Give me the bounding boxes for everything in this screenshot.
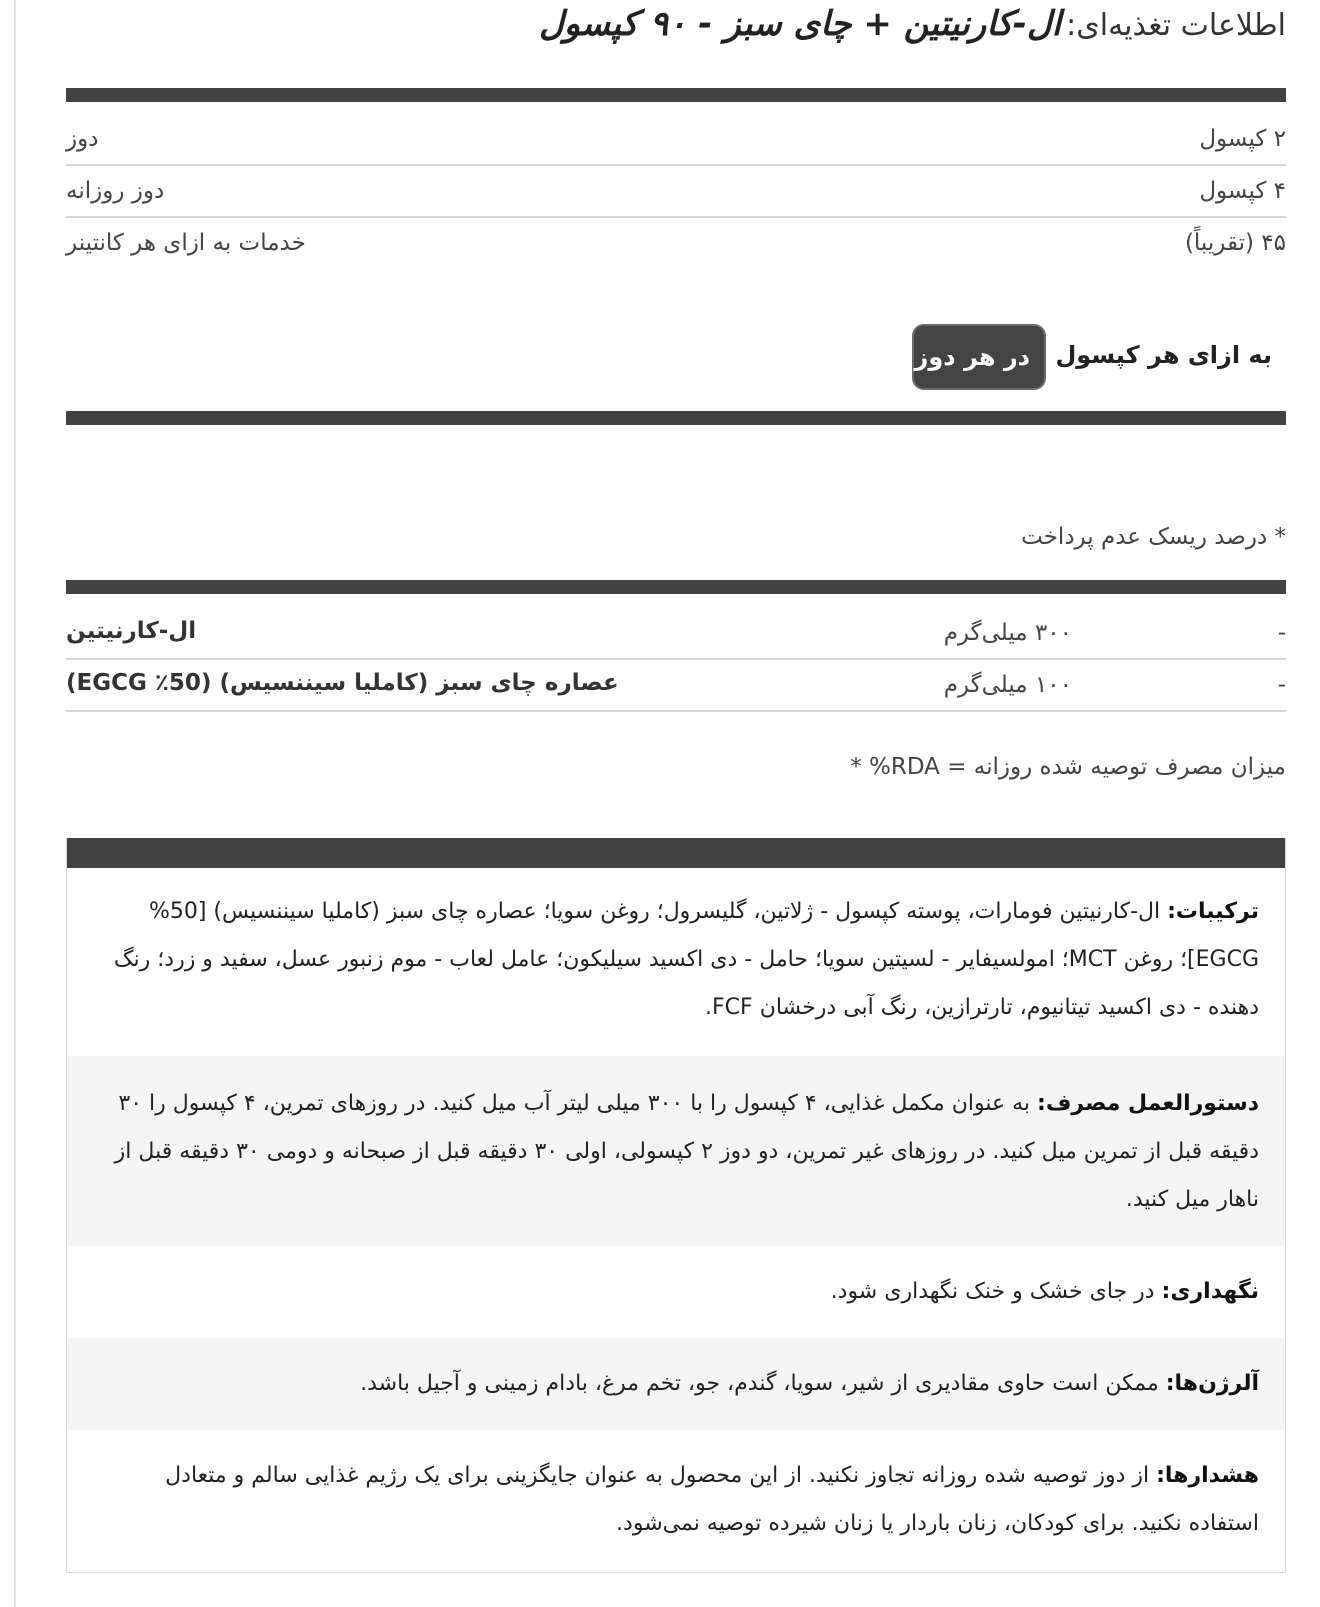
ingredient-amount: ۳۰۰ میلی‌گرم bbox=[943, 620, 1072, 646]
allergens-section bbox=[67, 1338, 1285, 1430]
rda-note: میزان مصرف توصیه شده روزانه = RDA% * bbox=[850, 754, 1286, 780]
ingredients-section bbox=[67, 868, 1285, 1056]
ingredient-row bbox=[66, 608, 1286, 660]
product-name: ال-کارنیتین + چای سبز - ۹۰ کپسول bbox=[538, 4, 1062, 44]
tab-per-capsule[interactable]: به ازای هر کپسول bbox=[1055, 341, 1272, 369]
ingredient-amount: ۱۰۰ میلی‌گرم bbox=[943, 672, 1072, 698]
page-title bbox=[66, 4, 1286, 44]
serving-tabs bbox=[66, 324, 1286, 390]
warnings-text: از دوز توصیه شده روزانه تجاوز نکنید. از این محصول به عنوان جایگزینی برای یک رژیم غذایی سالم و متعادل استفاده نکنید. برای کودکان، زنان باردار یا زنان شیرده توصیه نمی‌شود. bbox=[165, 1463, 1259, 1536]
ingredient-row bbox=[66, 660, 1286, 712]
allergens-label: آلرژن‌ها: bbox=[1165, 1371, 1259, 1396]
ingredient-dash: - bbox=[1277, 672, 1286, 698]
ingredients-text: ال-کارنیتین فومارات، پوسته کپسول - ژلاتین، گلیسرول؛ روغن سویا؛ عصاره چای سبز (کاملیا سیننسیس) [50% EGCG]؛ روغن MCT؛ امولسیفایر - لسیتین سویا؛ حامل - دی اکسید سیلیکون؛ عامل لعاب - موم زنبور عسل، سفید و زرد؛ رنگ دهنده - دی اکسید تیتانیوم، تارترازین، رنگ آبی درخشان FCF. bbox=[113, 899, 1259, 1020]
directions-label: دستورالعمل مصرف: bbox=[1037, 1091, 1259, 1116]
serving-row-per-container bbox=[66, 218, 1286, 268]
ingredient-name: ال-کارنیتین bbox=[66, 618, 197, 644]
tab-per-dose[interactable]: در هر دوز bbox=[912, 324, 1046, 390]
serving-value: ۴ کپسول bbox=[1199, 178, 1286, 204]
serving-value: ۲ کپسول bbox=[1199, 126, 1286, 152]
serving-label: دوز bbox=[66, 126, 99, 152]
serving-row-dose bbox=[66, 114, 1286, 166]
storage-label: نگهداری: bbox=[1161, 1279, 1259, 1304]
section-divider-ingredients bbox=[66, 580, 1286, 594]
ingredients-label: ترکیبات: bbox=[1167, 899, 1259, 924]
serving-label: خدمات به ازای هر کانتینر bbox=[66, 230, 306, 256]
directions-text: به عنوان مکمل غذایی، ۴ کپسول را با ۳۰۰ میلی لیتر آب میل کنید. در روزهای تمرین، ۴ کپسول را ۳۰ دقیقه قبل از تمرین میل کنید. در روزهای غیر تمرین، دو دوز ۲ کپسولی، اولی ۳۰ دقیقه قبل از صبحانه و دومی ۳۰ دقیقه قبل از ناهار میل کنید. bbox=[114, 1091, 1259, 1212]
ingredient-dash: - bbox=[1277, 620, 1286, 646]
allergens-text: ممکن است حاوی مقادیری از شیر، سویا، گندم، جو، تخم مرغ، بادام زمینی و آجیل باشد. bbox=[360, 1371, 1159, 1396]
product-info-box bbox=[66, 838, 1286, 1573]
section-divider-top bbox=[66, 88, 1286, 102]
section-divider-tabs bbox=[66, 411, 1286, 425]
storage-section bbox=[67, 1246, 1285, 1338]
serving-label: دوز روزانه bbox=[66, 178, 165, 204]
title-label: اطلاعات تغذیه‌ای: bbox=[1066, 8, 1286, 43]
serving-row-daily-dose bbox=[66, 166, 1286, 218]
directions-section bbox=[67, 1056, 1285, 1246]
warnings-section bbox=[67, 1430, 1285, 1572]
serving-value: ۴۵ (تقریباً) bbox=[1184, 230, 1286, 256]
storage-text: در جای خشک و خنک نگهداری شود. bbox=[830, 1279, 1155, 1304]
info-box-header-bar bbox=[67, 838, 1285, 868]
page-left-border bbox=[14, 0, 16, 1607]
ingredient-name: عصاره چای سبز (کاملیا سیننسیس) (50٪ EGCG) bbox=[66, 670, 619, 696]
risk-note: * درصد ریسک عدم پرداخت bbox=[1021, 524, 1286, 550]
warnings-label: هشدارها: bbox=[1156, 1463, 1259, 1488]
